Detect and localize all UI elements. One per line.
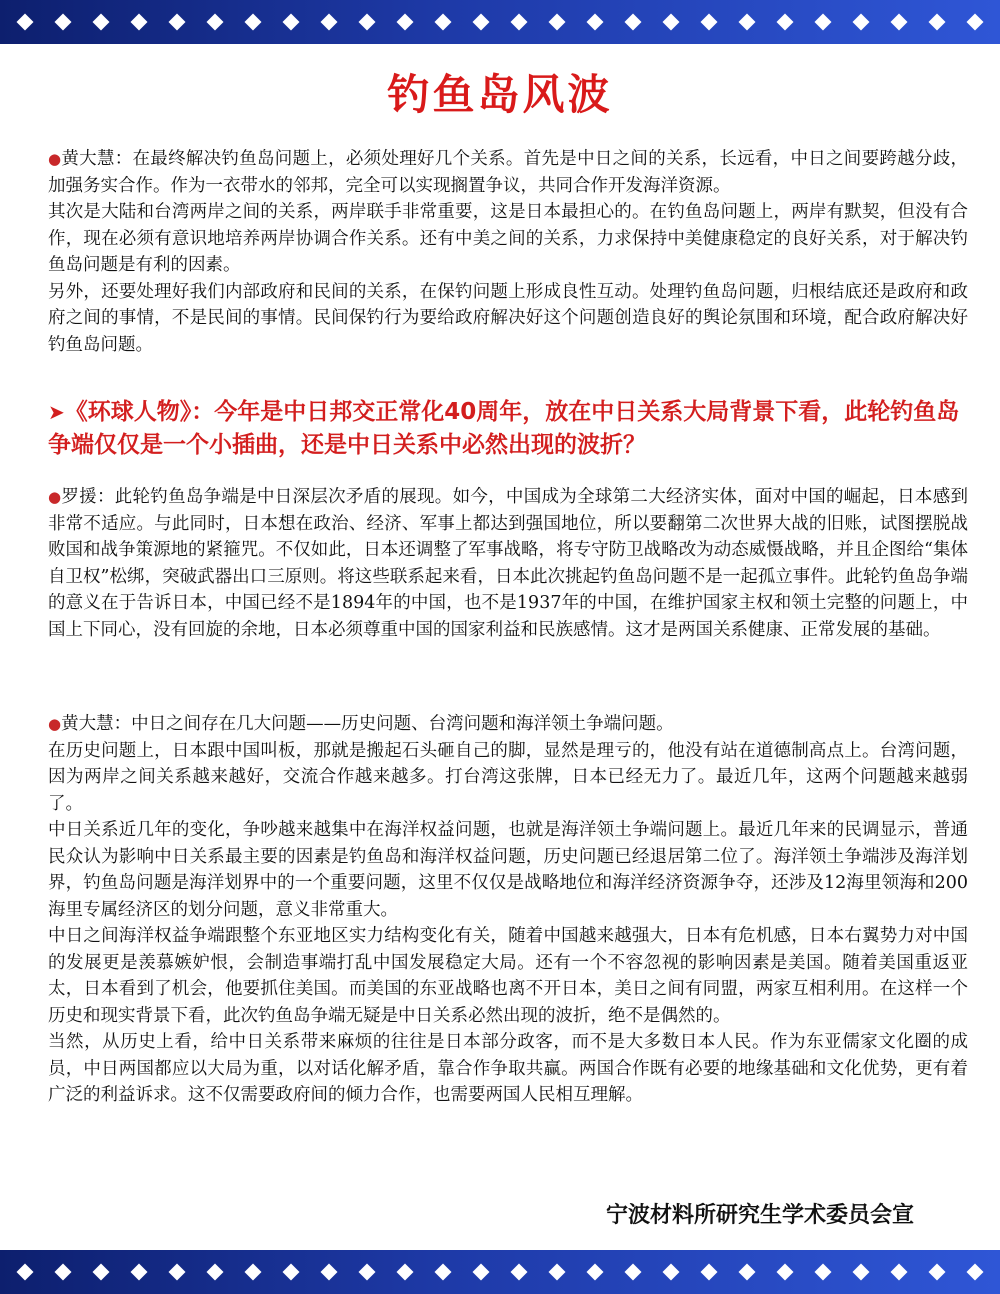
diamond-icon bbox=[663, 14, 680, 31]
arrow-bullet-icon: ➤ bbox=[48, 400, 65, 424]
diamond-icon bbox=[625, 1264, 642, 1281]
diamond-icon bbox=[245, 14, 262, 31]
diamond-icon bbox=[473, 1264, 490, 1281]
diamond-icon bbox=[701, 1264, 718, 1281]
diamond-icon bbox=[967, 1264, 984, 1281]
diamond-icon bbox=[321, 1264, 338, 1281]
diamond-icon bbox=[359, 14, 376, 31]
diamond-icon bbox=[435, 1264, 452, 1281]
diamond-icon bbox=[587, 14, 604, 31]
paragraph: 当然，从历史上看，给中日关系带来麻烦的往往是日本部分政客，而不是大多数日本人民。作为东亚儒家文化圈的成员，中日两国都应以大局为重，以对话化解矛盾，靠合作争取共赢。两国合作既有必要的地缘基础和文化优势，更有着广泛的利益诉求。这不仅需要政府间的倾力合作，也需要两国人民相互理解。 bbox=[48, 1032, 968, 1105]
diamond-icon bbox=[625, 14, 642, 31]
diamond-icon bbox=[17, 1264, 34, 1281]
paragraph: ●罗援：此轮钓鱼岛争端是中日深层次矛盾的展现。如今，中国成为全球第二大经济实体，面对中国的崛起，日本感到非常不适应。与此同时，日本想在政治、经济、军事上都达到强国地位，所以要翻第二次世界大战的旧账，试图摆脱战败国和战争策源地的紧箍咒。不仅如此，日本还调整了军事战略，将专守防卫战略改为动态威慑战略，并且企图给“集体自卫权”松绑，突破武器出口三原则。将这些联系起来看，日本此次挑起钓鱼岛问题不是一起孤立事件。此轮钓鱼岛争端的意义在于告诉日本，中国已经不是1894年的中国，也不是1937年的中国，在维护国家主权和领土完整的问题上，中国上下同心，没有回旋的余地，日本必须尊重中国的国家利益和民族感情。这才是两国关系健康、正常发展的基础。 bbox=[48, 487, 968, 640]
diamond-icon bbox=[473, 14, 490, 31]
section-3 bbox=[48, 711, 968, 1109]
diamond-icon bbox=[359, 1264, 376, 1281]
section-2 bbox=[48, 484, 968, 643]
diamond-icon bbox=[55, 1264, 72, 1281]
diamond-icon bbox=[777, 1264, 794, 1281]
diamond-icon bbox=[93, 14, 110, 31]
diamond-icon bbox=[435, 14, 452, 31]
paragraph: 中日关系近几年的变化，争吵越来越集中在海洋权益问题，也就是海洋领土争端问题上。最近几年来的民调显示，普通民众认为影响中日关系最主要的因素是钓鱼岛和海洋权益问题，历史问题已经退居第二位了。海洋领土争端涉及海洋划界，钓鱼岛问题是海洋划界中的一个重要问题，这里不仅仅是战略地位和海洋经济资源争夺，还涉及12海里领海和200海里专属经济区的划分问题，意义非常重大。 bbox=[48, 820, 968, 920]
diamond-icon bbox=[549, 1264, 566, 1281]
diamond-icon bbox=[397, 14, 414, 31]
diamond-icon bbox=[777, 14, 794, 31]
diamond-icon bbox=[321, 14, 338, 31]
bullet-icon: ● bbox=[48, 150, 62, 168]
diamond-icon bbox=[245, 1264, 262, 1281]
paragraph: 另外，还要处理好我们内部政府和民间的关系，在保钓问题上形成良性互动。处理钓鱼岛问题，归根结底还是政府和政府之间的事情，不是民间的事情。民间保钓行为要给政府解决好这个问题创造良好的舆论氛围和环境，配合政府解决好钓鱼岛问题。 bbox=[48, 281, 968, 355]
bullet-icon: ● bbox=[48, 488, 62, 506]
diamond-icon bbox=[169, 1264, 186, 1281]
diamond-icon bbox=[283, 1264, 300, 1281]
diamond-icon bbox=[853, 14, 870, 31]
diamond-icon bbox=[549, 14, 566, 31]
interview-question: ➤《环球人物》：今年是中日邦交正常化40周年，放在中日关系大局背景下看，此轮钓鱼岛争端仅仅是一个小插曲，还是中日关系中必然出现的波折？ bbox=[48, 399, 960, 458]
diamond-icon bbox=[929, 14, 946, 31]
diamond-icon bbox=[891, 14, 908, 31]
diamond-icon bbox=[663, 1264, 680, 1281]
diamond-icon bbox=[17, 14, 34, 31]
diamond-icon bbox=[397, 1264, 414, 1281]
diamond-icon bbox=[169, 14, 186, 31]
diamond-icon bbox=[93, 1264, 110, 1281]
paragraph: 其次是大陆和台湾两岸之间的关系，两岸联手非常重要，这是日本最担心的。在钓鱼岛问题上，两岸有默契，但没有合作，现在必须有意识地培养两岸协调合作关系。还有中美之间的关系，力求保持中美健康稳定的良好关系，对于解决钓鱼岛问题是有利的因素。 bbox=[48, 202, 968, 275]
diamond-icon bbox=[929, 1264, 946, 1281]
diamond-icon bbox=[739, 14, 756, 31]
page-title: 钓鱼岛风波 bbox=[387, 70, 613, 119]
diamond-icon bbox=[131, 1264, 148, 1281]
diamond-icon bbox=[131, 14, 148, 31]
diamond-icon bbox=[701, 14, 718, 31]
diamond-icon bbox=[55, 14, 72, 31]
paragraph: 在历史问题上，日本跟中国叫板，那就是搬起石头砸自己的脚，显然是理亏的，他没有站在道德制高点上。台湾问题，因为两岸之间关系越来越好，交流合作越来越多。打台湾这张牌，日本已经无力了。最近几年，这两个问题越来越弱了。 bbox=[48, 740, 968, 814]
diamond-icon bbox=[739, 1264, 756, 1281]
diamond-icon bbox=[511, 1264, 528, 1281]
diamond-icon bbox=[283, 14, 300, 31]
diamond-icon bbox=[207, 14, 224, 31]
diamond-icon bbox=[815, 14, 832, 31]
paragraph: ●黄大慧：在最终解决钓鱼岛问题上，必须处理好几个关系。首先是中日之间的关系，长远看，中日之间要跨越分歧，加强务实合作。作为一衣带水的邻邦，完全可以实现搁置争议，共同合作开发海洋资源。 bbox=[48, 149, 968, 196]
diamond-icon bbox=[207, 1264, 224, 1281]
diamond-icon bbox=[511, 14, 528, 31]
top-decorative-band bbox=[0, 0, 1000, 44]
diamond-icon bbox=[815, 1264, 832, 1281]
signature: 宁波材料所研究生学术委员会宣 bbox=[605, 1202, 914, 1228]
paragraph: 中日之间海洋权益争端跟整个东亚地区实力结构变化有关，随着中国越来越强大，日本有危机感，日本右翼势力对中国的发展更是羡慕嫉妒恨，会制造事端打乱中国发展稳定大局。还有一个不容忽视的影响因素是美国。随着美国重返亚太，日本看到了机会，他要抓住美国。而美国的东亚战略也离不开日本，美日之间有同盟，两家互相利用。在这样一个历史和现实背景下看，此次钓鱼岛争端无疑是中日关系必然出现的波折，绝不是偶然的。 bbox=[48, 926, 968, 1026]
bottom-decorative-band bbox=[0, 1250, 1000, 1294]
paragraph: ●黄大慧：中日之间存在几大问题——历史问题、台湾问题和海洋领土争端问题。 bbox=[48, 714, 674, 734]
diamond-icon bbox=[967, 14, 984, 31]
bullet-icon: ● bbox=[48, 715, 62, 733]
diamond-icon bbox=[587, 1264, 604, 1281]
section-1 bbox=[48, 146, 968, 358]
diamond-icon bbox=[891, 1264, 908, 1281]
diamond-icon bbox=[853, 1264, 870, 1281]
